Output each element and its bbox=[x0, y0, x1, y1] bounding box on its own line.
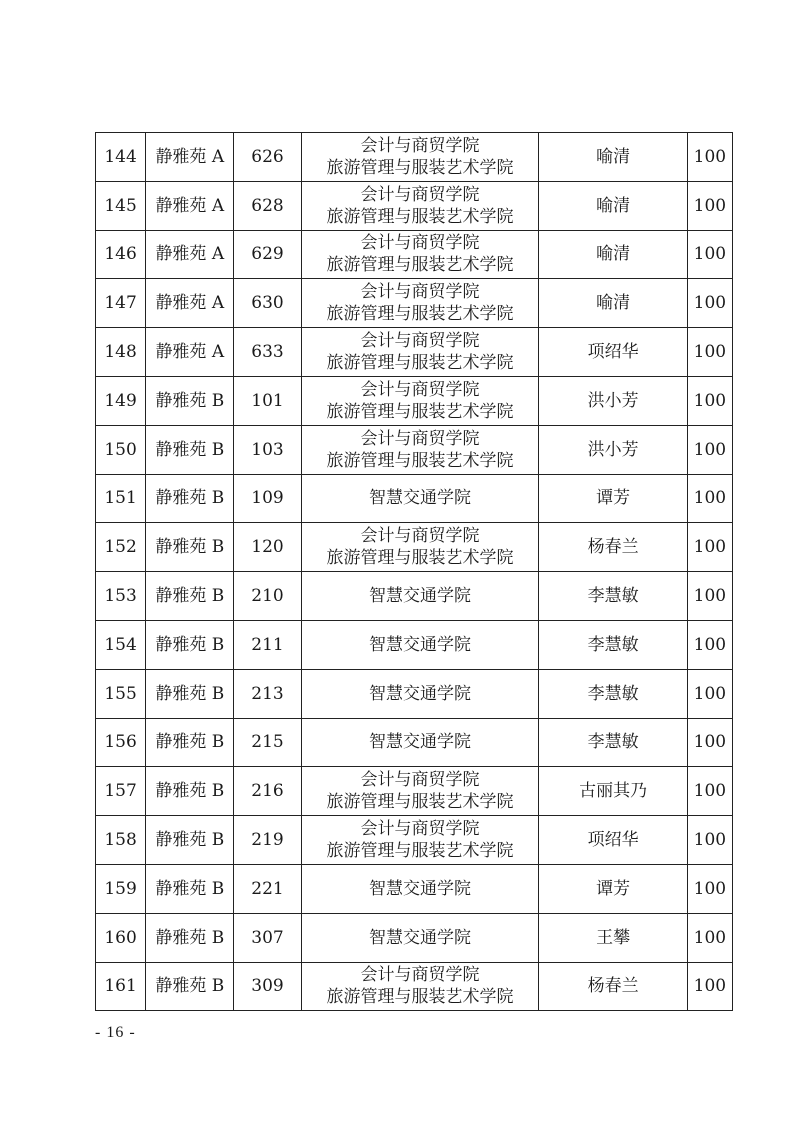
college-name: 旅游管理与服装艺术学院 bbox=[326, 401, 514, 422]
college-name: 旅游管理与服装艺术学院 bbox=[326, 157, 514, 178]
row-number-cell: 148 bbox=[96, 328, 146, 377]
row-number-cell: 158 bbox=[96, 816, 146, 865]
responsible-person-cell: 王攀 bbox=[539, 913, 687, 962]
row-number-cell: 149 bbox=[96, 376, 146, 425]
table-row bbox=[96, 376, 733, 425]
building-cell: 静雅苑 B bbox=[146, 425, 234, 474]
college-cell bbox=[301, 425, 539, 474]
table-row bbox=[96, 669, 733, 718]
page-number: - 16 - bbox=[95, 1024, 136, 1041]
college-name: 会计与商贸学院 bbox=[360, 770, 480, 791]
college-cell bbox=[301, 864, 539, 913]
room-number-cell: 216 bbox=[234, 767, 301, 816]
college-name: 智慧交通学院 bbox=[368, 927, 471, 948]
table-body bbox=[96, 133, 733, 1011]
building-cell: 静雅苑 A bbox=[146, 133, 234, 182]
responsible-person-cell: 李慧敏 bbox=[539, 718, 687, 767]
table-row bbox=[96, 279, 733, 328]
college-cell bbox=[301, 767, 539, 816]
responsible-person-cell: 杨春兰 bbox=[539, 523, 687, 572]
college-cell bbox=[301, 376, 539, 425]
score-cell: 100 bbox=[687, 718, 732, 767]
building-cell: 静雅苑 A bbox=[146, 181, 234, 230]
table-row bbox=[96, 572, 733, 621]
responsible-person-cell: 喻清 bbox=[539, 230, 687, 279]
college-name: 会计与商贸学院 bbox=[360, 379, 480, 400]
responsible-person-cell: 李慧敏 bbox=[539, 620, 687, 669]
row-number-cell: 155 bbox=[96, 669, 146, 718]
row-number-cell: 152 bbox=[96, 523, 146, 572]
row-number-cell: 153 bbox=[96, 572, 146, 621]
score-cell: 100 bbox=[687, 913, 732, 962]
room-number-cell: 211 bbox=[234, 620, 301, 669]
room-number-cell: 101 bbox=[234, 376, 301, 425]
room-number-cell: 215 bbox=[234, 718, 301, 767]
college-cell bbox=[301, 669, 539, 718]
college-cell bbox=[301, 181, 539, 230]
building-cell: 静雅苑 B bbox=[146, 864, 234, 913]
score-cell: 100 bbox=[687, 669, 732, 718]
room-number-cell: 307 bbox=[234, 913, 301, 962]
building-cell: 静雅苑 A bbox=[146, 279, 234, 328]
building-cell: 静雅苑 B bbox=[146, 669, 234, 718]
table-row bbox=[96, 523, 733, 572]
table-row bbox=[96, 181, 733, 230]
row-number-cell: 146 bbox=[96, 230, 146, 279]
responsible-person-cell: 谭芳 bbox=[539, 864, 687, 913]
row-number-cell: 144 bbox=[96, 133, 146, 182]
table-row bbox=[96, 962, 733, 1011]
building-cell: 静雅苑 B bbox=[146, 962, 234, 1011]
college-cell bbox=[301, 523, 539, 572]
college-cell bbox=[301, 620, 539, 669]
building-cell: 静雅苑 B bbox=[146, 572, 234, 621]
college-name: 智慧交通学院 bbox=[368, 634, 471, 655]
college-name: 智慧交通学院 bbox=[368, 586, 471, 607]
college-name: 旅游管理与服装艺术学院 bbox=[326, 353, 514, 374]
college-name: 会计与商贸学院 bbox=[360, 331, 480, 352]
college-name: 旅游管理与服装艺术学院 bbox=[326, 255, 514, 276]
score-cell: 100 bbox=[687, 181, 732, 230]
table-row bbox=[96, 816, 733, 865]
room-number-cell: 633 bbox=[234, 328, 301, 377]
college-name: 旅游管理与服装艺术学院 bbox=[326, 450, 514, 471]
college-name: 会计与商贸学院 bbox=[360, 233, 480, 254]
row-number-cell: 145 bbox=[96, 181, 146, 230]
score-cell: 100 bbox=[687, 279, 732, 328]
score-cell: 100 bbox=[687, 864, 732, 913]
room-number-cell: 626 bbox=[234, 133, 301, 182]
score-cell: 100 bbox=[687, 230, 732, 279]
table-row bbox=[96, 133, 733, 182]
score-cell: 100 bbox=[687, 572, 732, 621]
college-name: 会计与商贸学院 bbox=[360, 282, 480, 303]
building-cell: 静雅苑 B bbox=[146, 474, 234, 523]
responsible-person-cell: 项绍华 bbox=[539, 328, 687, 377]
building-cell: 静雅苑 B bbox=[146, 913, 234, 962]
score-cell: 100 bbox=[687, 474, 732, 523]
college-name: 会计与商贸学院 bbox=[360, 135, 480, 156]
college-cell bbox=[301, 474, 539, 523]
responsible-person-cell: 谭芳 bbox=[539, 474, 687, 523]
table-row bbox=[96, 620, 733, 669]
building-cell: 静雅苑 A bbox=[146, 230, 234, 279]
building-cell: 静雅苑 B bbox=[146, 620, 234, 669]
table-row bbox=[96, 230, 733, 279]
score-cell: 100 bbox=[687, 816, 732, 865]
college-name: 旅游管理与服装艺术学院 bbox=[326, 987, 514, 1008]
score-cell: 100 bbox=[687, 767, 732, 816]
table-row bbox=[96, 328, 733, 377]
college-name: 会计与商贸学院 bbox=[360, 428, 480, 449]
score-cell: 100 bbox=[687, 523, 732, 572]
row-number-cell: 157 bbox=[96, 767, 146, 816]
table-row bbox=[96, 425, 733, 474]
table-row bbox=[96, 474, 733, 523]
room-number-cell: 210 bbox=[234, 572, 301, 621]
room-number-cell: 630 bbox=[234, 279, 301, 328]
row-number-cell: 159 bbox=[96, 864, 146, 913]
table-row bbox=[96, 718, 733, 767]
room-number-cell: 109 bbox=[234, 474, 301, 523]
building-cell: 静雅苑 B bbox=[146, 816, 234, 865]
college-name: 智慧交通学院 bbox=[368, 878, 471, 899]
building-cell: 静雅苑 B bbox=[146, 376, 234, 425]
building-cell: 静雅苑 B bbox=[146, 718, 234, 767]
row-number-cell: 150 bbox=[96, 425, 146, 474]
responsible-person-cell: 洪小芳 bbox=[539, 376, 687, 425]
college-name: 智慧交通学院 bbox=[368, 732, 471, 753]
college-cell bbox=[301, 328, 539, 377]
responsible-person-cell: 李慧敏 bbox=[539, 572, 687, 621]
responsible-person-cell: 古丽其乃 bbox=[539, 767, 687, 816]
room-number-cell: 629 bbox=[234, 230, 301, 279]
room-number-cell: 103 bbox=[234, 425, 301, 474]
room-number-cell: 213 bbox=[234, 669, 301, 718]
college-name: 旅游管理与服装艺术学院 bbox=[326, 548, 514, 569]
score-cell: 100 bbox=[687, 425, 732, 474]
responsible-person-cell: 洪小芳 bbox=[539, 425, 687, 474]
responsible-person-cell: 喻清 bbox=[539, 133, 687, 182]
room-number-cell: 219 bbox=[234, 816, 301, 865]
building-cell: 静雅苑 B bbox=[146, 523, 234, 572]
college-name: 旅游管理与服装艺术学院 bbox=[326, 304, 514, 325]
row-number-cell: 151 bbox=[96, 474, 146, 523]
college-cell bbox=[301, 133, 539, 182]
college-cell bbox=[301, 718, 539, 767]
responsible-person-cell: 喻清 bbox=[539, 181, 687, 230]
college-name: 会计与商贸学院 bbox=[360, 819, 480, 840]
college-name: 旅游管理与服装艺术学院 bbox=[326, 792, 514, 813]
room-number-cell: 120 bbox=[234, 523, 301, 572]
score-cell: 100 bbox=[687, 962, 732, 1011]
row-number-cell: 147 bbox=[96, 279, 146, 328]
college-name: 会计与商贸学院 bbox=[360, 184, 480, 205]
building-cell: 静雅苑 B bbox=[146, 767, 234, 816]
college-name: 旅游管理与服装艺术学院 bbox=[326, 841, 514, 862]
score-cell: 100 bbox=[687, 133, 732, 182]
responsible-person-cell: 喻清 bbox=[539, 279, 687, 328]
table-row bbox=[96, 767, 733, 816]
responsible-person-cell: 李慧敏 bbox=[539, 669, 687, 718]
row-number-cell: 160 bbox=[96, 913, 146, 962]
college-cell bbox=[301, 279, 539, 328]
room-number-cell: 309 bbox=[234, 962, 301, 1011]
college-name: 会计与商贸学院 bbox=[360, 965, 480, 986]
score-cell: 100 bbox=[687, 376, 732, 425]
responsible-person-cell: 杨春兰 bbox=[539, 962, 687, 1011]
row-number-cell: 154 bbox=[96, 620, 146, 669]
building-cell: 静雅苑 A bbox=[146, 328, 234, 377]
room-number-cell: 628 bbox=[234, 181, 301, 230]
college-cell bbox=[301, 572, 539, 621]
college-name: 会计与商贸学院 bbox=[360, 526, 480, 547]
college-cell bbox=[301, 913, 539, 962]
college-name: 智慧交通学院 bbox=[368, 683, 471, 704]
row-number-cell: 161 bbox=[96, 962, 146, 1011]
college-cell bbox=[301, 962, 539, 1011]
college-cell bbox=[301, 816, 539, 865]
room-number-cell: 221 bbox=[234, 864, 301, 913]
college-cell bbox=[301, 230, 539, 279]
college-name: 旅游管理与服装艺术学院 bbox=[326, 206, 514, 227]
score-cell: 100 bbox=[687, 620, 732, 669]
college-name: 智慧交通学院 bbox=[368, 488, 471, 509]
row-number-cell: 156 bbox=[96, 718, 146, 767]
responsible-person-cell: 项绍华 bbox=[539, 816, 687, 865]
table-row bbox=[96, 913, 733, 962]
score-cell: 100 bbox=[687, 328, 732, 377]
dormitory-score-table bbox=[95, 132, 733, 1011]
table-row bbox=[96, 864, 733, 913]
